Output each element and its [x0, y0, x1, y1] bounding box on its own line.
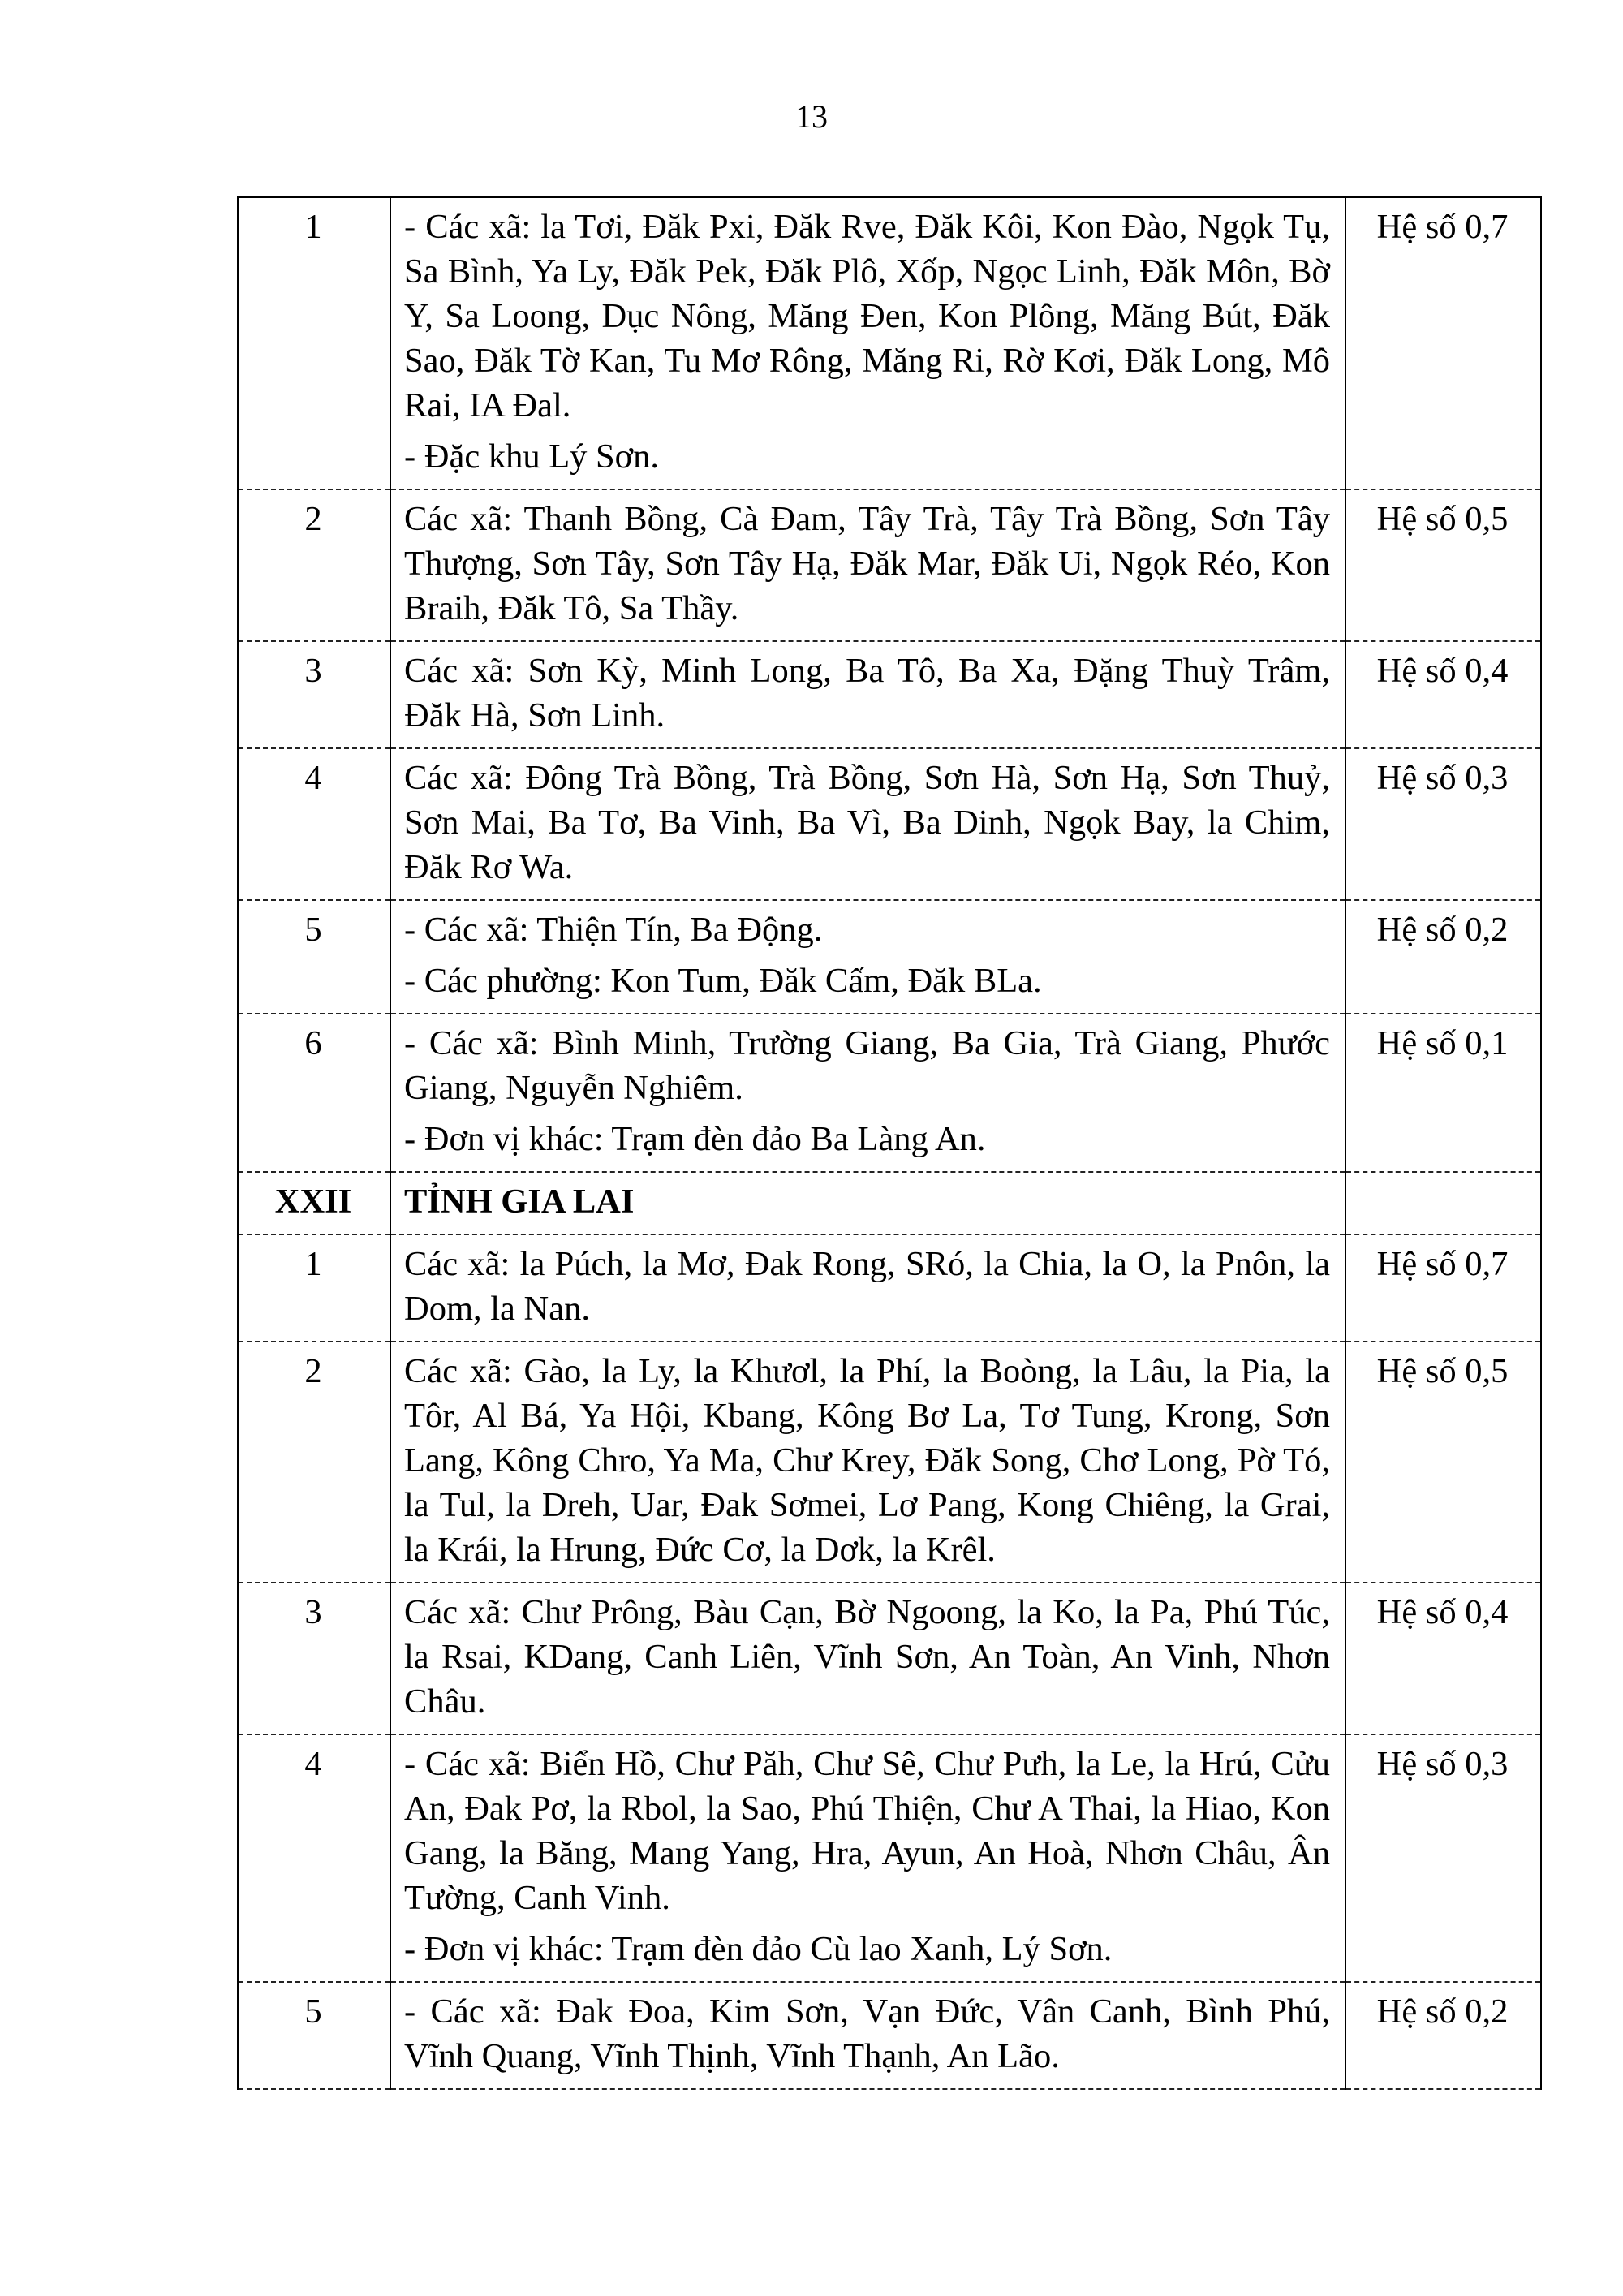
row-number: 3 — [238, 641, 390, 748]
table-row — [238, 1342, 1541, 1583]
commune-list — [390, 1014, 1345, 1172]
table-row — [238, 1583, 1541, 1734]
row-number: 1 — [238, 197, 390, 489]
coefficient-value: Hệ số 0,7 — [1345, 197, 1541, 489]
row-number: 3 — [238, 1583, 390, 1734]
commune-list-text: Các xã: Chư Prông, Bàu Cạn, Bờ Ngoong, la Ko, la Pa, Phú Túc, la Rsai, KDang, Canh Liên, Vĩnh Sơn, An Toàn, An Vinh, Nhơn Châu. — [404, 1593, 1330, 1721]
commune-list — [390, 1234, 1345, 1342]
commune-list-text: - Đơn vị khác: Trạm đèn đảo Cù lao Xanh, Lý Sơn. — [404, 1930, 1113, 1968]
commune-list-text: - Các xã: Bình Minh, Trường Giang, Ba Gia, Trà Giang, Phước Giang, Nguyễn Nghiêm. — [404, 1024, 1330, 1107]
coefficient-value: Hệ số 0,7 — [1345, 1234, 1541, 1342]
table-body — [238, 197, 1541, 2089]
coefficient-value: Hệ số 0,5 — [1345, 489, 1541, 641]
row-number: 5 — [238, 1982, 390, 2089]
commune-list-text: - Các xã: Biển Hồ, Chư Păh, Chư Sê, Chư Pưh, la Le, la Hrú, Cửu An, Đak Pơ, la Rbol, la Sao, Phú Thiện, Chư A Thai, la Hiao, Kon Gang, la Băng, Mang Yang, Hra, Ayun, An Hoà, Nhơn Châu, Ân Tường, Canh Vinh. — [404, 1745, 1330, 1917]
coefficient-table — [237, 196, 1542, 2090]
coefficient-value: Hệ số 0,1 — [1345, 1014, 1541, 1172]
table-row — [238, 1234, 1541, 1342]
section-title — [390, 1172, 1345, 1234]
row-number: 4 — [238, 748, 390, 900]
commune-list — [390, 641, 1345, 748]
commune-list-text: - Các xã: la Tơi, Đăk Pxi, Đăk Rve, Đăk Kôi, Kon Đào, Ngọk Tụ, Sa Bình, Ya Ly, Đăk Pek, Đăk Plô, Xốp, Ngọc Linh, Đăk Môn, Bờ Y, Sa Loong, Dục Nông, Măng Đen, Kon Plông, Măng Bút, Đăk Sao, Đăk Tờ Kan, Tu Mơ Rông, Măng Ri, Rờ Kơi, Đăk Long, Mô Rai, IA Đal. — [404, 208, 1330, 424]
commune-list-text: - Các phường: Kon Tum, Đăk Cấm, Đăk BLa. — [404, 962, 1042, 1000]
commune-list — [390, 1342, 1345, 1583]
commune-list-text: Các xã: la Púch, la Mơ, Đak Rong, SRó, la Chia, la O, la Pnôn, la Dom, la Nan. — [404, 1245, 1330, 1328]
section-number: XXII — [238, 1172, 390, 1234]
commune-list — [390, 489, 1345, 641]
coefficient-value: Hệ số 0,3 — [1345, 748, 1541, 900]
coefficient-value: Hệ số 0,4 — [1345, 641, 1541, 748]
row-number: 2 — [238, 1342, 390, 1583]
commune-list-text: Các xã: Đông Trà Bồng, Trà Bồng, Sơn Hà, Sơn Hạ, Sơn Thuỷ, Sơn Mai, Ba Tơ, Ba Vinh, Ba Vì, Ba Dinh, Ngọk Bay, la Chim, Đăk Rơ Wa. — [404, 759, 1330, 886]
coefficient-value: Hệ số 0,4 — [1345, 1583, 1541, 1734]
commune-list-text: - Các xã: Đak Đoa, Kim Sơn, Vạn Đức, Vân Canh, Bình Phú, Vĩnh Quang, Vĩnh Thịnh, Vĩnh Thạnh, An Lão. — [404, 1992, 1330, 2075]
table-row — [238, 1014, 1541, 1172]
row-number: 6 — [238, 1014, 390, 1172]
commune-list-text: - Các xã: Thiện Tín, Ba Động. — [404, 911, 823, 949]
table-row — [238, 748, 1541, 900]
table-row — [238, 641, 1541, 748]
coefficient-value: Hệ số 0,5 — [1345, 1342, 1541, 1583]
commune-list — [390, 1583, 1345, 1734]
table-row — [238, 1982, 1541, 2089]
commune-list — [390, 748, 1345, 900]
commune-list — [390, 1734, 1345, 1982]
row-number: 1 — [238, 1234, 390, 1342]
commune-list-text: Các xã: Thanh Bồng, Cà Đam, Tây Trà, Tây Trà Bồng, Sơn Tây Thượng, Sơn Tây, Sơn Tây Hạ, Đăk Mar, Đăk Ui, Ngọk Réo, Kon Braih, Đăk Tô, Sa Thầy. — [404, 500, 1330, 627]
page-number: 13 — [795, 98, 828, 135]
commune-list — [390, 197, 1345, 489]
table-row — [238, 489, 1541, 641]
coefficient-value: Hệ số 0,2 — [1345, 900, 1541, 1014]
commune-list-text: Các xã: Gào, la Ly, la Khươl, la Phí, la Boòng, la Lâu, la Pia, la Tôr, Al Bá, Ya Hội, Kbang, Kông Bơ La, Tơ Tung, Krong, Sơn Lang, Kông Chro, Ya Ma, Chư Krey, Đăk Song, Chơ Long, Pờ Tó, la Tul, la Dreh, Uar, Đak Sơmei, Lơ Pang, Kong Chiêng, la Grai, la Krái, la Hrung, Đức Cơ, la Dơk, la Krêl. — [404, 1352, 1330, 1569]
table-row — [238, 197, 1541, 489]
table-row — [238, 900, 1541, 1014]
coefficient-value — [1345, 1172, 1541, 1234]
commune-list-text: TỈNH GIA LAI — [404, 1182, 635, 1221]
coefficient-value: Hệ số 0,2 — [1345, 1982, 1541, 2089]
commune-list — [390, 900, 1345, 1014]
row-number: 4 — [238, 1734, 390, 1982]
section-header-row — [238, 1172, 1541, 1234]
row-number: 2 — [238, 489, 390, 641]
commune-list-text: - Đơn vị khác: Trạm đèn đảo Ba Làng An. — [404, 1120, 986, 1158]
commune-list-text: - Đặc khu Lý Sơn. — [404, 437, 660, 476]
commune-list-text: Các xã: Sơn Kỳ, Minh Long, Ba Tô, Ba Xa, Đặng Thuỳ Trâm, Đăk Hà, Sơn Linh. — [404, 652, 1330, 734]
coefficient-value: Hệ số 0,3 — [1345, 1734, 1541, 1982]
commune-list — [390, 1982, 1345, 2089]
row-number: 5 — [238, 900, 390, 1014]
table-row — [238, 1734, 1541, 1982]
